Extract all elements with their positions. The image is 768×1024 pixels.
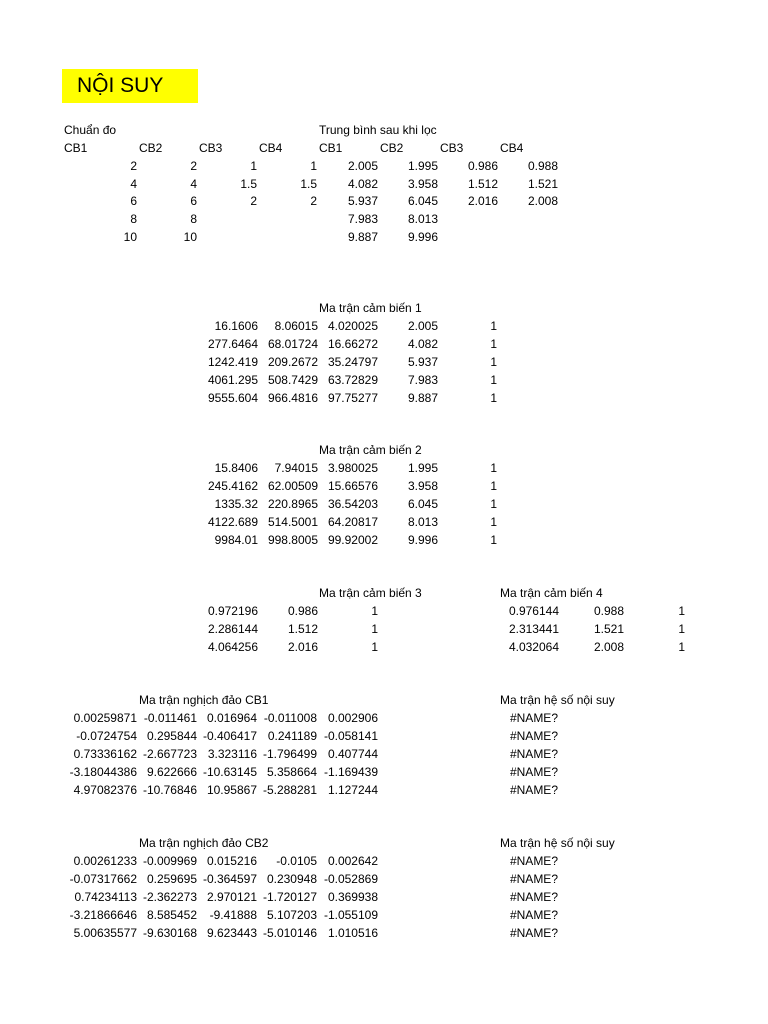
matrix1-cell: 97.75277 xyxy=(327,391,378,405)
inverse1-cell: 3.323116 xyxy=(207,747,257,761)
filtered-header: CB3 xyxy=(440,141,464,155)
filtered-cell: 7.983 xyxy=(347,212,378,226)
inverse2-cell: 0.74234113 xyxy=(74,890,137,904)
coef2-cell: #NAME? xyxy=(509,854,558,868)
inverse1-cell: -0.011008 xyxy=(263,711,317,725)
calibration-cell: 1 xyxy=(250,159,257,173)
matrix2-cell: 64.20817 xyxy=(327,515,378,529)
matrix1-cell: 1 xyxy=(490,373,497,387)
matrix1-cell: 9.887 xyxy=(407,391,438,405)
inverse2-cell: 0.015216 xyxy=(206,854,257,868)
inverse1-cell: -10.76846 xyxy=(142,783,197,797)
inverse2-cell: 0.369938 xyxy=(327,890,378,904)
calibration-cell: 8 xyxy=(130,212,137,226)
matrix2-cell: 99.92002 xyxy=(327,533,378,547)
matrix1-cell: 1 xyxy=(490,355,497,369)
inverse1-cell: -0.011461 xyxy=(143,711,197,725)
inverse1-cell: -5.288281 xyxy=(262,783,317,797)
inverse1-cell: 0.241189 xyxy=(267,729,317,743)
matrix1-cell: 2.005 xyxy=(407,319,438,333)
filtered-cell: 6.045 xyxy=(407,194,438,208)
filtered-cell: 4.082 xyxy=(347,177,378,191)
matrix1-cell: 5.937 xyxy=(407,355,438,369)
inverse1-cell: 0.295844 xyxy=(146,729,197,743)
matrix2-cell: 4122.689 xyxy=(207,515,258,529)
matrix1-cell: 209.2672 xyxy=(267,355,318,369)
inverse2-cell: 0.00261233 xyxy=(73,854,137,868)
matrix3-cell: 1.512 xyxy=(287,622,318,636)
matrix2-cell: 1.995 xyxy=(407,461,438,475)
inverse1-cell: 0.73336162 xyxy=(73,747,137,761)
matrix2-cell: 1 xyxy=(490,479,497,493)
filtered-cell: 1.521 xyxy=(527,177,558,191)
matrix3-cell: 0.986 xyxy=(287,604,318,618)
matrix2-cell: 1 xyxy=(490,533,497,547)
calibration-cell: 2 xyxy=(130,159,137,173)
matrix1-cell: 7.983 xyxy=(407,373,438,387)
matrix1-cell: 1242.419 xyxy=(207,355,258,369)
matrix2-cell: 1 xyxy=(490,461,497,475)
inverse1-cell: 0.016964 xyxy=(206,711,257,725)
calibration-label: Chuẩn đo xyxy=(64,123,117,137)
matrix2-cell: 8.013 xyxy=(407,515,438,529)
inverse2-cell: 5.107203 xyxy=(266,908,317,922)
filtered-cell: 3.958 xyxy=(407,177,438,191)
matrix3-cell: 1 xyxy=(371,604,378,618)
inverse1-cell: -0.0724754 xyxy=(76,729,137,743)
matrix2-cell: 3.958 xyxy=(407,479,438,493)
matrix2-cell: 514.5001 xyxy=(267,515,318,529)
matrix2-cell: 7.94015 xyxy=(274,461,318,475)
matrix1-cell: 16.1606 xyxy=(214,319,258,333)
calibration-cell: 4 xyxy=(190,177,197,191)
filtered-cell: 9.887 xyxy=(347,230,378,244)
inverse2-cell: 0.002642 xyxy=(327,854,378,868)
inverse2-cell: -5.010146 xyxy=(262,926,317,940)
calibration-cell: 2 xyxy=(250,194,257,208)
inverse1-cell: -1.169439 xyxy=(323,765,378,779)
coef2-title: Ma trận hệ số nội suy xyxy=(500,836,615,850)
sheet-title: NỘI SUY xyxy=(77,74,164,97)
matrix1-cell: 63.72829 xyxy=(327,373,378,387)
inverse1-cell: 10.95867 xyxy=(206,783,257,797)
inverse1-cell: -3.18044386 xyxy=(69,765,137,779)
calibration-cell: 2 xyxy=(190,159,197,173)
calibration-cell: 1 xyxy=(310,159,317,173)
coef1-cell: #NAME? xyxy=(509,765,558,779)
matrix2-cell: 9984.01 xyxy=(214,533,258,547)
matrix1-title: Ma trận cảm biến 1 xyxy=(319,301,422,315)
inverse2-title: Ma trận nghịch đảo CB2 xyxy=(139,836,269,850)
coef2-cell: #NAME? xyxy=(509,872,558,886)
matrix4-cell: 2.008 xyxy=(593,640,624,654)
matrix2-title: Ma trận cảm biến 2 xyxy=(319,443,422,457)
inverse2-cell: -0.0105 xyxy=(276,854,317,868)
matrix2-cell: 245.4162 xyxy=(207,479,258,493)
matrix4-title: Ma trận cảm biến 4 xyxy=(500,586,603,600)
matrix1-cell: 35.24797 xyxy=(327,355,378,369)
inverse1-cell: -1.796499 xyxy=(262,747,317,761)
inverse2-cell: -0.009969 xyxy=(142,854,197,868)
inverse2-cell: 5.00635577 xyxy=(73,926,137,940)
inverse2-cell: -1.720127 xyxy=(262,890,317,904)
inverse1-cell: 0.00259871 xyxy=(73,711,137,725)
matrix1-cell: 4.020025 xyxy=(327,319,378,333)
inverse2-cell: -0.07317662 xyxy=(69,872,137,886)
inverse1-cell: 0.002906 xyxy=(327,711,378,725)
coef1-cell: #NAME? xyxy=(509,729,558,743)
matrix2-cell: 6.045 xyxy=(407,497,438,511)
filtered-cell: 1.995 xyxy=(407,159,438,173)
matrix3-title: Ma trận cảm biến 3 xyxy=(319,586,422,600)
coef1-cell: #NAME? xyxy=(509,711,558,725)
matrix2-cell: 1 xyxy=(490,497,497,511)
inverse1-cell: 9.622666 xyxy=(146,765,197,779)
matrix3-cell: 4.064256 xyxy=(207,640,258,654)
calibration-header: CB4 xyxy=(259,141,283,155)
matrix3-cell: 1 xyxy=(371,622,378,636)
coef1-cell: #NAME? xyxy=(509,747,558,761)
filtered-cell: 8.013 xyxy=(407,212,438,226)
matrix1-cell: 1 xyxy=(490,319,497,333)
matrix2-cell: 1 xyxy=(490,515,497,529)
filtered-cell: 0.988 xyxy=(527,159,558,173)
matrix1-cell: 68.01724 xyxy=(267,337,318,351)
matrix4-cell: 1 xyxy=(678,604,685,618)
calibration-cell: 10 xyxy=(123,230,137,244)
inverse2-cell: 1.010516 xyxy=(327,926,378,940)
inverse2-cell: -3.21866646 xyxy=(69,908,137,922)
filtered-cell: 2.005 xyxy=(347,159,378,173)
inverse1-cell: 5.358664 xyxy=(266,765,317,779)
matrix3-cell: 1 xyxy=(371,640,378,654)
matrix4-cell: 2.313441 xyxy=(508,622,559,636)
filtered-cell: 2.008 xyxy=(527,194,558,208)
matrix1-cell: 16.66272 xyxy=(327,337,378,351)
calibration-cell: 6 xyxy=(190,194,197,208)
matrix2-cell: 15.66576 xyxy=(327,479,378,493)
coef2-cell: #NAME? xyxy=(509,926,558,940)
filtered-header: CB1 xyxy=(319,141,343,155)
title-highlight xyxy=(62,69,198,103)
matrix4-cell: 4.032064 xyxy=(508,640,559,654)
filtered-header: CB4 xyxy=(500,141,524,155)
inverse1-cell: -0.406417 xyxy=(202,729,257,743)
inverse2-cell: 0.259695 xyxy=(146,872,197,886)
filtered-cell: 2.016 xyxy=(467,194,498,208)
matrix1-cell: 1 xyxy=(490,337,497,351)
matrix1-cell: 8.06015 xyxy=(274,319,318,333)
calibration-cell: 6 xyxy=(130,194,137,208)
matrix1-cell: 508.7429 xyxy=(267,373,318,387)
matrix4-cell: 0.988 xyxy=(593,604,624,618)
filtered-cell: 1.512 xyxy=(467,177,498,191)
matrix1-cell: 1 xyxy=(490,391,497,405)
inverse1-title: Ma trận nghịch đảo CB1 xyxy=(139,693,269,707)
inverse2-cell: -9.630168 xyxy=(142,926,197,940)
inverse2-cell: -0.052869 xyxy=(323,872,378,886)
calibration-cell: 8 xyxy=(190,212,197,226)
calibration-header: CB2 xyxy=(139,141,163,155)
matrix1-cell: 4.082 xyxy=(407,337,438,351)
calibration-header: CB1 xyxy=(64,141,88,155)
matrix4-cell: 0.976144 xyxy=(508,604,559,618)
inverse1-cell: 0.407744 xyxy=(327,747,378,761)
inverse1-cell: 1.127244 xyxy=(327,783,378,797)
filtered-header: CB2 xyxy=(380,141,404,155)
filtered-cell: 0.986 xyxy=(467,159,498,173)
calibration-header: CB3 xyxy=(199,141,223,155)
matrix2-cell: 3.980025 xyxy=(327,461,378,475)
matrix2-cell: 1335.32 xyxy=(214,497,258,511)
calibration-cell: 1.5 xyxy=(240,177,257,191)
inverse2-cell: 0.230948 xyxy=(266,872,317,886)
inverse2-cell: -9.41888 xyxy=(209,908,257,922)
matrix1-cell: 4061.295 xyxy=(207,373,258,387)
matrix4-cell: 1 xyxy=(678,622,685,636)
filtered-cell: 5.937 xyxy=(347,194,378,208)
coef1-title: Ma trận hệ số nội suy xyxy=(500,693,615,707)
coef2-cell: #NAME? xyxy=(509,890,558,904)
coef1-cell: #NAME? xyxy=(509,783,558,797)
matrix4-cell: 1.521 xyxy=(593,622,624,636)
inverse2-cell: 9.623443 xyxy=(206,926,257,940)
inverse1-cell: -0.058141 xyxy=(323,729,378,743)
matrix4-cell: 1 xyxy=(678,640,685,654)
filtered-label: Trung bình sau khi lọc xyxy=(319,123,437,137)
calibration-cell: 4 xyxy=(130,177,137,191)
inverse2-cell: -1.055109 xyxy=(323,908,378,922)
matrix1-cell: 277.6464 xyxy=(207,337,258,351)
matrix3-cell: 2.286144 xyxy=(207,622,258,636)
matrix2-cell: 15.8406 xyxy=(214,461,258,475)
inverse2-cell: 2.970121 xyxy=(206,890,257,904)
matrix2-cell: 998.8005 xyxy=(267,533,318,547)
matrix2-cell: 62.00509 xyxy=(267,479,318,493)
matrix3-cell: 2.016 xyxy=(287,640,318,654)
inverse2-cell: -2.362273 xyxy=(142,890,197,904)
coef2-cell: #NAME? xyxy=(509,908,558,922)
filtered-cell: 9.996 xyxy=(407,230,438,244)
matrix1-cell: 966.4816 xyxy=(267,391,318,405)
matrix2-cell: 9.996 xyxy=(407,533,438,547)
calibration-cell: 1.5 xyxy=(300,177,317,191)
inverse2-cell: 8.585452 xyxy=(146,908,197,922)
matrix2-cell: 220.8965 xyxy=(267,497,318,511)
inverse2-cell: -0.364597 xyxy=(202,872,257,886)
matrix1-cell: 9555.604 xyxy=(207,391,258,405)
calibration-cell: 10 xyxy=(183,230,197,244)
calibration-cell: 2 xyxy=(310,194,317,208)
matrix2-cell: 36.54203 xyxy=(327,497,378,511)
inverse1-cell: 4.97082376 xyxy=(73,783,137,797)
matrix3-cell: 0.972196 xyxy=(207,604,258,618)
inverse1-cell: -10.63145 xyxy=(202,765,257,779)
inverse1-cell: -2.667723 xyxy=(142,747,197,761)
